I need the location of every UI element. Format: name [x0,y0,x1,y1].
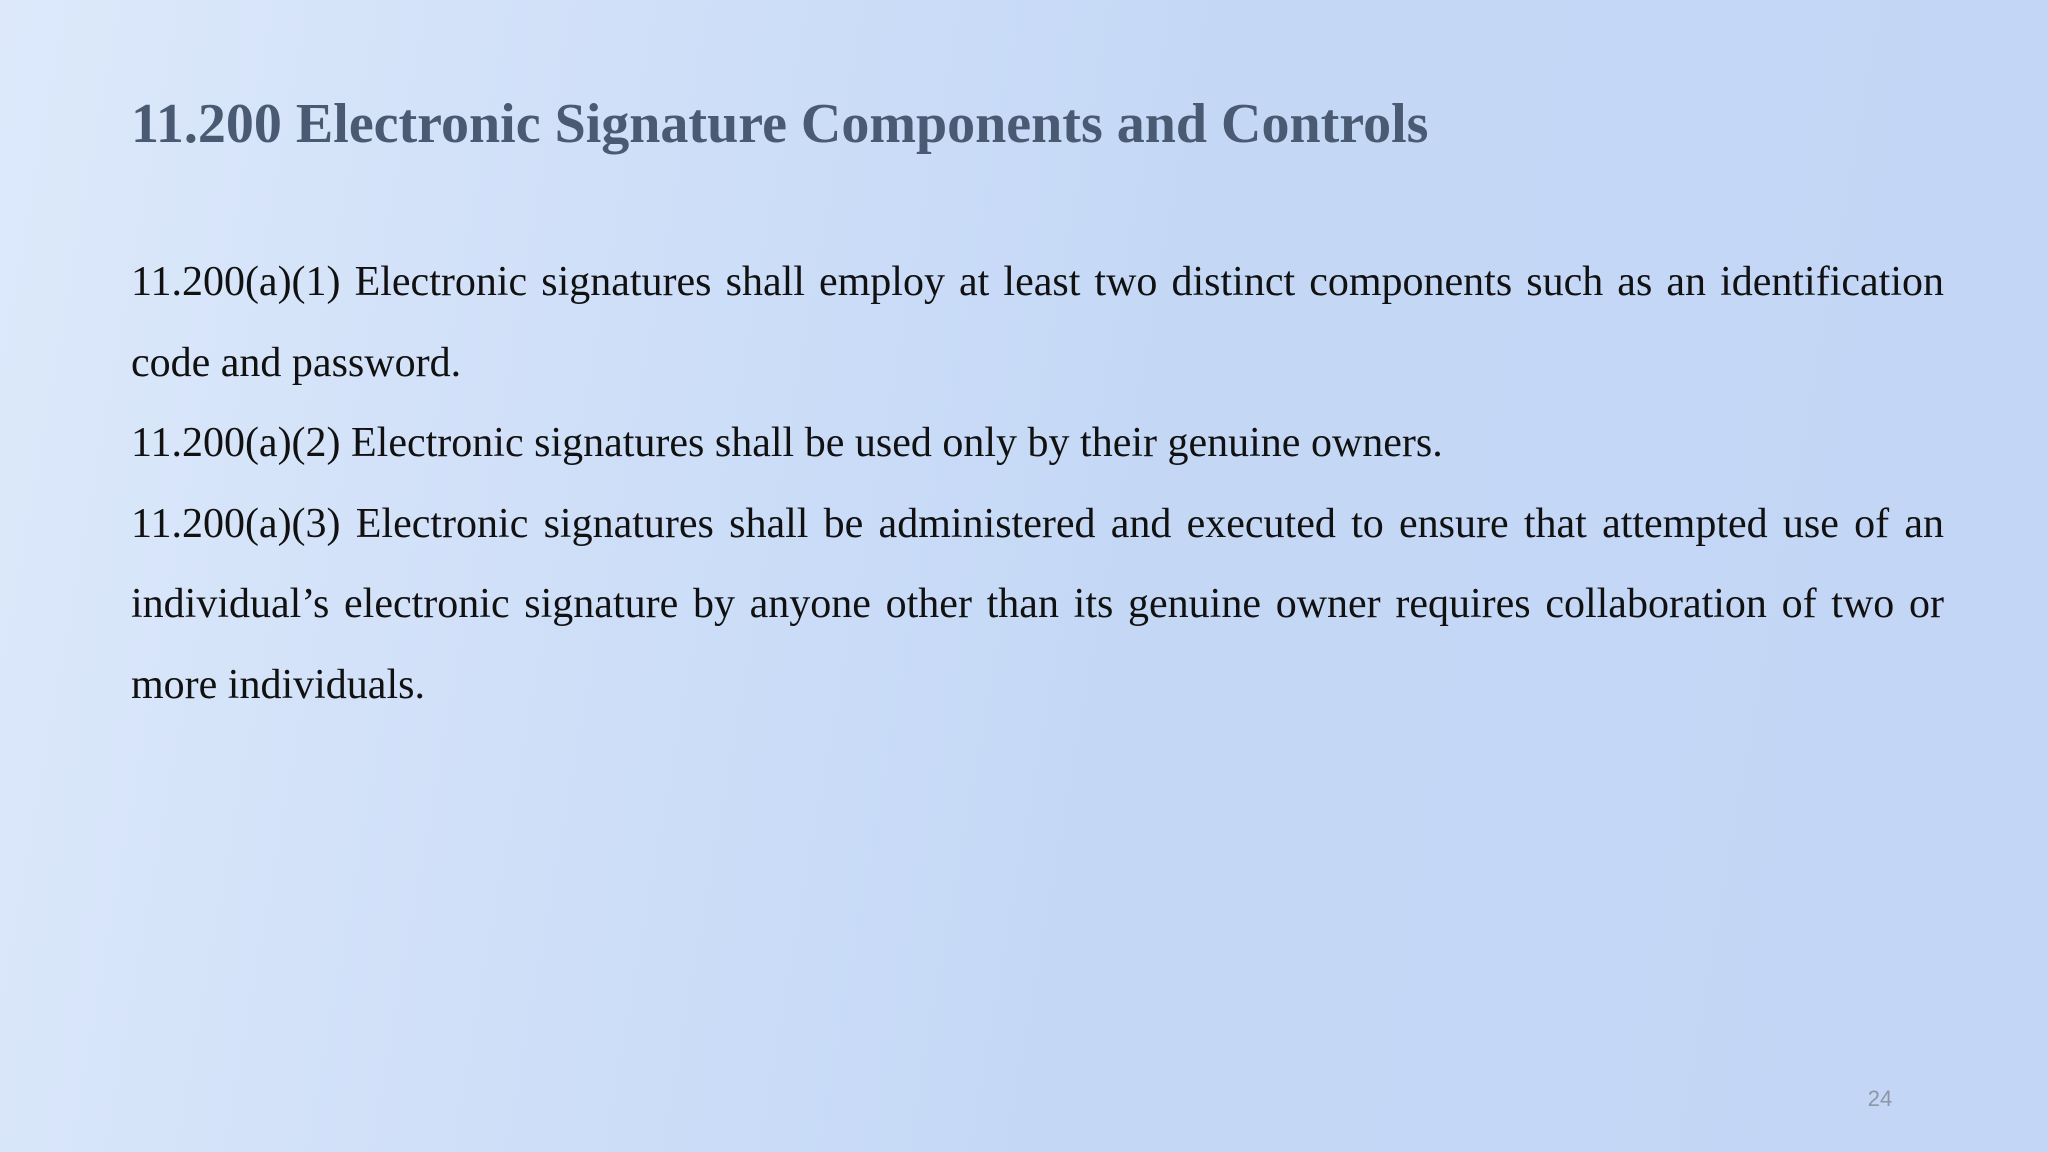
paragraph-11-200-a-3: 11.200(a)(3) Electronic signatures shall be administered and executed to ensure that attempted use of an individual’s electronic signature by anyone other than its genuine owner requires collaboration of two or more individuals. [131,500,1944,708]
page-number: 24 [1867,1086,1893,1111]
paragraph-11-200-a-1: 11.200(a)(1) Electronic signatures shall employ at least two distinct components such as an identification code and password. [131,259,1944,386]
slide-title: 11.200 Electronic Signature Components and Controls [131,93,1429,155]
slide-body [131,242,1944,725]
paragraph-11-200-a-2: 11.200(a)(2) Electronic signatures shall be used only by their genuine owners. [131,420,1443,466]
